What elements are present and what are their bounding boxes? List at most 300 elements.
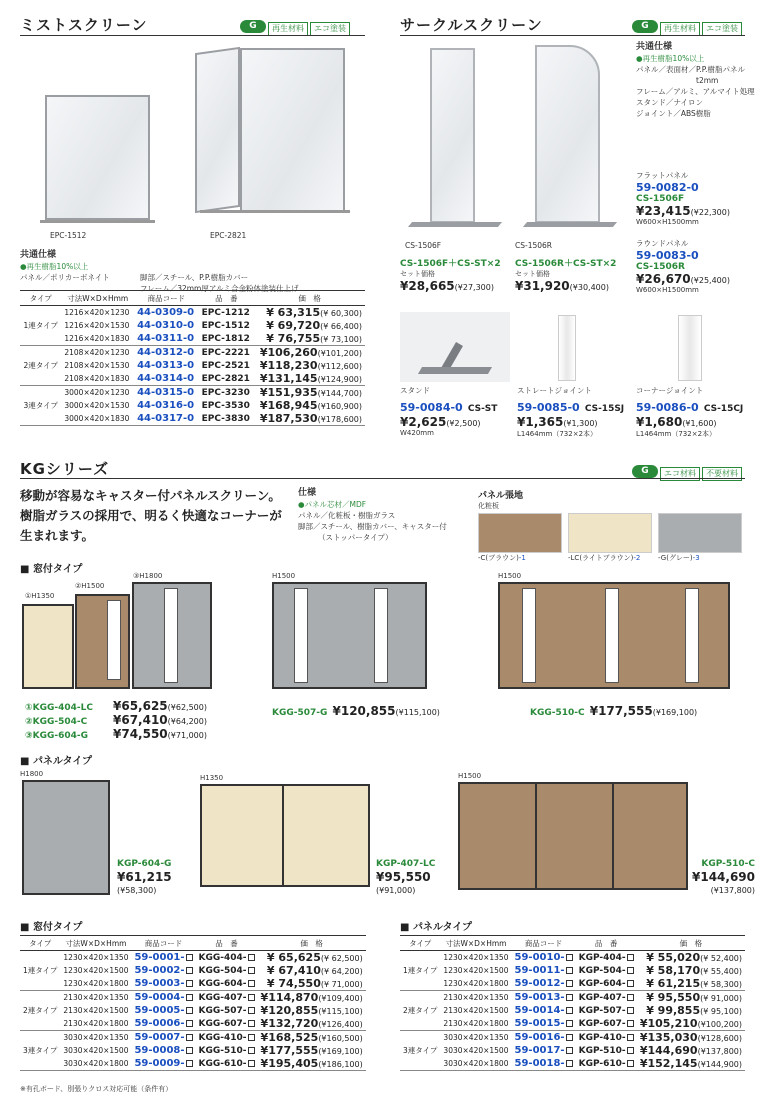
item-tax-price: (¥1,300) xyxy=(563,419,598,428)
code-cell-text: 59-0014- xyxy=(514,1005,565,1016)
code-cell-text: 44-0315-0 xyxy=(137,387,195,398)
price-cell xyxy=(254,306,365,320)
model: ①KGG-404-LC xyxy=(25,703,93,713)
item-model: CS-15SJ xyxy=(584,404,625,414)
color-code-box xyxy=(186,1060,193,1067)
height-label: H1500 xyxy=(458,772,482,780)
col-header: タイプ xyxy=(20,936,60,951)
window-type-heading: ■ 窓付タイプ xyxy=(20,564,83,575)
size-cell-text: 1230×420×1350 xyxy=(443,953,509,962)
item-tax-price: (¥2,500) xyxy=(446,419,481,428)
price: ¥120,855 xyxy=(332,704,396,718)
size-cell-text: 1230×420×1350 xyxy=(63,953,129,962)
round-panel-item xyxy=(636,238,756,294)
model: KGP-407-LC xyxy=(376,859,436,869)
item-model: CS-15CJ xyxy=(703,404,744,414)
size-cell-text: 2108×420×1830 xyxy=(64,374,130,383)
height-label: ①H1350 xyxy=(25,592,55,600)
col-header: 商品コード xyxy=(512,936,576,951)
set2 xyxy=(515,256,635,293)
code-cell xyxy=(134,399,199,412)
size-cell xyxy=(440,977,511,991)
code-cell xyxy=(512,1017,576,1031)
price: ¥144,690 xyxy=(639,1044,698,1057)
price: ¥131,145 xyxy=(259,372,318,385)
color-swatch xyxy=(658,513,742,563)
height-label: ②H1500 xyxy=(75,582,105,590)
window-type-title: 窓付タイプ xyxy=(32,564,83,575)
item-code: 59-0085-0 xyxy=(517,401,580,414)
circle-badges xyxy=(632,16,742,36)
model-cell-text: KGG-607- xyxy=(198,1018,247,1029)
color-code-box xyxy=(627,954,634,961)
code-cell-text: 59-0011- xyxy=(514,965,565,976)
color-code-box xyxy=(627,967,634,974)
color-title: パネル張地 xyxy=(478,491,524,501)
tax-price: (¥ 52,400) xyxy=(700,954,742,963)
model-cell xyxy=(196,991,258,1005)
size-cell-text: 3000×420×1530 xyxy=(64,401,130,410)
kg-colors xyxy=(478,488,748,563)
price-cell xyxy=(258,991,366,1005)
item-size: W420mm xyxy=(400,429,434,437)
color-code-box xyxy=(566,1047,573,1054)
swatch-name: -C(ブラウン) xyxy=(478,554,519,562)
size-cell-text: 3030×420×1350 xyxy=(63,1033,129,1042)
panel-price-table xyxy=(400,935,745,1071)
model-cell xyxy=(199,346,255,360)
color-code-box xyxy=(627,1047,634,1054)
model-cell-text: KGG-404- xyxy=(198,952,247,963)
model-cell xyxy=(576,1031,637,1045)
height-label: ③H1800 xyxy=(133,572,163,580)
table-row xyxy=(400,964,745,977)
item-code: 59-0086-0 xyxy=(636,401,699,414)
table-row xyxy=(400,1057,745,1071)
code-cell xyxy=(131,1004,195,1017)
flat-panel-item xyxy=(636,170,756,226)
price: ¥152,145 xyxy=(639,1057,698,1070)
color-code-box xyxy=(627,1034,634,1041)
code-cell-text: 59-0012- xyxy=(514,978,565,989)
swatch-code: -1 xyxy=(518,554,526,562)
swatch-chip xyxy=(568,513,652,553)
divider xyxy=(20,35,365,36)
color-code-box xyxy=(186,994,193,1001)
table-row xyxy=(20,332,365,346)
size-cell xyxy=(60,977,131,991)
price-cell xyxy=(258,1057,366,1071)
size-cell-text: 1230×420×1800 xyxy=(63,979,129,988)
kgp-407-image xyxy=(200,784,370,887)
swatch-chip xyxy=(658,513,742,553)
stand-base xyxy=(523,222,617,227)
model-cell-text: KGG-604- xyxy=(198,978,247,989)
size-cell xyxy=(440,1004,511,1017)
type-cell: 3連タイプ xyxy=(20,1031,60,1071)
color-code-box xyxy=(248,1047,255,1054)
size-cell xyxy=(61,399,134,412)
item-price: ¥23,415 xyxy=(636,204,691,218)
window-table-title: 窓付タイプ xyxy=(32,922,83,933)
size-cell-text: 3030×420×1500 xyxy=(443,1046,509,1055)
col-header: 商品コード xyxy=(131,936,195,951)
tax-price: (¥ 64,200) xyxy=(320,967,363,976)
table-row xyxy=(20,977,366,991)
size-cell-text: 2108×420×1530 xyxy=(64,361,130,370)
kg-title: KGシリーズ xyxy=(20,460,110,478)
tax-price: (¥160,500) xyxy=(318,1034,363,1043)
price: ¥151,935 xyxy=(259,386,318,399)
size-cell xyxy=(440,951,511,965)
code-cell xyxy=(134,359,199,372)
type-cell: 1連タイプ xyxy=(20,951,60,991)
price-cell xyxy=(637,991,745,1005)
table-row xyxy=(20,412,365,426)
code-cell xyxy=(131,1044,195,1057)
image-caption: EPC-2821 xyxy=(210,231,247,240)
model-cell-text: KGP-504- xyxy=(578,965,626,976)
table-row xyxy=(400,1044,745,1057)
col-header: 寸法W×D×Hmm xyxy=(60,936,131,951)
size-cell-text: 2130×420×1800 xyxy=(63,1019,129,1028)
spec-title: 共通仕様 xyxy=(20,250,57,260)
size-cell xyxy=(61,306,134,320)
item-price: ¥26,670 xyxy=(636,272,691,286)
size-cell xyxy=(60,964,131,977)
code-cell xyxy=(512,951,576,965)
code-cell xyxy=(131,977,195,991)
size-cell xyxy=(60,1004,131,1017)
item-size: L1464mm（732×2本） xyxy=(517,430,598,438)
tax-price: (¥137,800) xyxy=(710,886,756,895)
spec-recycle: ●再生樹脂10%以上 xyxy=(636,54,705,63)
color-code-box xyxy=(186,1034,193,1041)
kgg-507-item xyxy=(272,700,440,719)
tax-price: (¥ 66,400) xyxy=(320,322,362,331)
price-cell xyxy=(254,332,365,346)
model-cell-text: KGG-610- xyxy=(198,1058,247,1069)
code-cell-text: 44-0312-0 xyxy=(137,347,195,358)
kgg-510-item xyxy=(530,700,697,719)
size-cell-text: 1216×420×1230 xyxy=(64,308,130,317)
divider xyxy=(400,35,745,36)
badge: 再生材料 xyxy=(660,22,700,36)
swatch-label xyxy=(478,553,562,563)
model-cell-text: KGP-507- xyxy=(578,1005,626,1016)
image-caption: CS-1506R xyxy=(515,241,553,250)
code-cell xyxy=(131,1031,195,1045)
circle-title-block xyxy=(400,14,543,35)
color-code-box xyxy=(566,994,573,1001)
size-cell-text: 3030×420×1800 xyxy=(443,1059,509,1068)
tax-price: (¥137,800) xyxy=(697,1047,742,1056)
straight-joint-image xyxy=(520,315,620,383)
table-row xyxy=(20,1044,366,1057)
size-cell xyxy=(440,964,511,977)
tax-price: (¥115,100) xyxy=(318,1007,363,1016)
image-caption: EPC-1512 xyxy=(50,231,87,240)
item-size: L1464mm（732×2本） xyxy=(636,430,717,438)
type-cell: 3連タイプ xyxy=(400,1031,440,1071)
color-code-box xyxy=(186,980,193,987)
tax-price: (¥64,200) xyxy=(167,717,207,726)
price-cell xyxy=(637,1004,745,1017)
price: ¥ 58,170 xyxy=(646,964,701,977)
model-cell-text: KGP-407- xyxy=(578,992,626,1003)
height-label: H1350 xyxy=(200,774,224,782)
model-cell-text: KGP-410- xyxy=(578,1032,626,1043)
price: ¥132,720 xyxy=(260,1017,319,1030)
table-row xyxy=(20,951,366,965)
spec-recycle: ●再生樹脂10%以上 xyxy=(20,262,89,271)
model-cell-text: KGG-410- xyxy=(198,1032,247,1043)
tax-price: (¥169,100) xyxy=(652,708,698,717)
image-caption: CS-1506F xyxy=(405,241,442,250)
tax-price: (¥124,900) xyxy=(317,375,362,384)
size-cell-text: 2130×420×1350 xyxy=(63,993,129,1002)
col-header: タイプ xyxy=(400,936,440,951)
swatch-chip xyxy=(478,513,562,553)
model-cell xyxy=(196,1044,258,1057)
straight-joint-item xyxy=(517,385,637,439)
tax-price: (¥100,200) xyxy=(697,1020,742,1029)
model-cell-text: KGP-610- xyxy=(578,1058,626,1069)
model-cell-text: EPC-2821 xyxy=(201,373,250,384)
price: ¥114,870 xyxy=(260,991,319,1004)
code-cell-text: 59-0004- xyxy=(134,992,185,1003)
size-cell-text: 3030×420×1800 xyxy=(63,1059,129,1068)
size-cell xyxy=(61,372,134,386)
price-cell xyxy=(258,1044,366,1057)
col-header: タイプ xyxy=(20,291,61,306)
code-cell xyxy=(134,319,199,332)
size-cell xyxy=(60,1044,131,1057)
model-cell xyxy=(196,977,258,991)
intro-line: 移動が容易なキャスター付パネルスクリーン。 xyxy=(20,488,281,503)
tax-price: (¥ 71,000) xyxy=(320,980,363,989)
color-swatches xyxy=(478,513,748,563)
size-cell xyxy=(440,1057,511,1071)
color-code-box xyxy=(186,1020,193,1027)
tax-price: (¥112,600) xyxy=(317,362,362,371)
size-cell xyxy=(440,1044,511,1057)
tax-price: (¥71,000) xyxy=(167,731,207,740)
model-cell-text: KGG-510- xyxy=(198,1045,247,1056)
size-cell-text: 1230×420×1800 xyxy=(443,979,509,988)
corner-joint-image xyxy=(636,315,746,383)
color-code-box xyxy=(248,1060,255,1067)
table-row xyxy=(20,1057,366,1071)
model-cell xyxy=(196,1004,258,1017)
table-row xyxy=(20,372,365,386)
code-cell-text: 59-0017- xyxy=(514,1045,565,1056)
col-header: 品 番 xyxy=(196,936,258,951)
circle-specs xyxy=(636,42,756,119)
price-cell xyxy=(637,977,745,991)
price-cell xyxy=(258,1004,366,1017)
size-cell-text: 2130×420×1500 xyxy=(63,1006,129,1015)
model-cell xyxy=(196,1031,258,1045)
model: KGG-507-G xyxy=(272,708,328,718)
stand-base xyxy=(200,210,350,213)
price: ¥ 74,550 xyxy=(266,977,321,990)
g-logo-icon: G xyxy=(632,20,658,33)
item-model: CS-1506F xyxy=(636,194,685,204)
color-code-box xyxy=(566,967,573,974)
item-price: ¥1,365 xyxy=(517,415,564,429)
item-price: ¥1,680 xyxy=(636,415,683,429)
code-cell-text: 59-0001- xyxy=(134,952,185,963)
type-cell: 2連タイプ xyxy=(20,346,61,386)
price-cell xyxy=(637,1057,745,1071)
price: ¥135,030 xyxy=(639,1031,698,1044)
col-header: 寸法W×D×Hmm xyxy=(440,936,511,951)
model-cell-text: EPC-2221 xyxy=(201,347,250,358)
code-cell xyxy=(512,1057,576,1071)
circle-title: サークルスクリーン xyxy=(400,16,543,34)
price-cell xyxy=(254,412,365,426)
price-cell xyxy=(254,399,365,412)
price: ¥ 95,550 xyxy=(646,991,701,1004)
swatch-label xyxy=(658,553,742,563)
kgg-510-image xyxy=(498,582,730,689)
price-cell xyxy=(637,1017,745,1031)
table-row xyxy=(20,386,365,400)
price: ¥95,550 xyxy=(376,870,431,884)
type-cell: 1連タイプ xyxy=(20,306,61,346)
tax-price: (¥91,000) xyxy=(376,886,416,895)
kgg-small-list xyxy=(25,700,207,742)
model: KGP-604-G xyxy=(117,859,172,869)
code-cell-text: 59-0008- xyxy=(134,1045,185,1056)
spec-line: フレーム／32mm厚アルミ合金粉体塗装仕上げ xyxy=(140,284,299,293)
window-table-heading: ■ 窓付タイプ xyxy=(20,922,83,933)
color-code-box xyxy=(248,954,255,961)
size-cell xyxy=(60,991,131,1005)
col-header: 価 格 xyxy=(258,936,366,951)
set-label: セット価格 xyxy=(400,270,435,278)
model-cell xyxy=(199,399,255,412)
code-cell-text: 44-0316-0 xyxy=(137,400,195,411)
mist-title-block xyxy=(20,14,148,35)
table-row xyxy=(400,951,745,965)
table-row xyxy=(20,1004,366,1017)
kgg-404-image xyxy=(22,604,74,689)
model-cell xyxy=(576,991,637,1005)
model-cell xyxy=(199,359,255,372)
code-cell xyxy=(134,332,199,346)
price: ¥168,945 xyxy=(259,399,318,412)
spec-line: 脚部／スチール、樹脂カバー、キャスター付 xyxy=(298,522,447,531)
model-cell xyxy=(576,977,637,991)
price-cell xyxy=(258,1031,366,1045)
tax-price: (¥ 60,300) xyxy=(320,309,362,318)
price: ¥168,525 xyxy=(260,1031,319,1044)
col-header: 品 番 xyxy=(199,291,255,306)
table-row xyxy=(400,1004,745,1017)
code-cell-text: 44-0317-0 xyxy=(137,413,195,424)
tax-price: (¥101,200) xyxy=(317,349,362,358)
code-cell xyxy=(512,1044,576,1057)
model-cell xyxy=(196,1057,258,1071)
model-cell-text: EPC-3830 xyxy=(201,413,250,424)
price: ¥61,215 xyxy=(117,870,172,884)
kgp-407-item xyxy=(376,858,435,897)
item-tax-price: (¥25,400) xyxy=(690,276,730,285)
code-cell-text: 59-0006- xyxy=(134,1018,185,1029)
circle-flat-panel-image xyxy=(430,48,475,223)
spec-line: パネル／化粧板・樹脂ガラス xyxy=(298,511,396,520)
model-cell xyxy=(576,951,637,965)
window-price-table xyxy=(20,935,366,1071)
code-cell-text: 44-0311-0 xyxy=(137,333,195,344)
code-cell-text: 59-0015- xyxy=(514,1018,565,1029)
spec-title: 共通仕様 xyxy=(636,42,673,52)
color-code-box xyxy=(566,1020,573,1027)
type-cell: 3連タイプ xyxy=(20,386,61,426)
model-cell xyxy=(199,386,255,400)
tax-price: (¥ 73,100) xyxy=(320,335,362,344)
code-cell xyxy=(131,1057,195,1071)
price: ¥144,690 xyxy=(692,870,756,884)
spec-line: t2mm xyxy=(696,76,719,85)
color-code-box xyxy=(627,1020,634,1027)
item-tax-price: (¥22,300) xyxy=(690,208,730,217)
kg-title-block xyxy=(20,458,109,479)
height-label: H1800 xyxy=(20,770,44,778)
col-header: 商品コード xyxy=(134,291,199,306)
price-cell xyxy=(637,1044,745,1057)
set-model: CS-1506R＋CS-ST×2 xyxy=(515,259,617,269)
intro-line: 樹脂ガラスの採用で、明るく快適なコーナーが xyxy=(20,508,282,523)
price-cell xyxy=(637,964,745,977)
model-cell xyxy=(199,412,255,426)
color-swatch xyxy=(568,513,652,563)
item-label: ストレートジョイント xyxy=(517,386,592,395)
kgp-604-item xyxy=(117,858,172,897)
spec-line: フレーム／アルミ、アルマイト処理 xyxy=(636,87,755,96)
item-size: W600×H1500mm xyxy=(636,218,699,226)
color-code-box xyxy=(248,994,255,1001)
model-cell-text: KGG-504- xyxy=(198,965,247,976)
stand-base xyxy=(40,220,155,223)
circle-round-panel-image xyxy=(535,45,600,223)
item-label: スタンド xyxy=(400,386,430,395)
model-cell-text: EPC-3230 xyxy=(201,387,250,398)
code-cell xyxy=(512,1031,576,1045)
code-cell xyxy=(134,346,199,360)
type-cell: 1連タイプ xyxy=(400,951,440,991)
spec-line: 脚部／スチール、P.P.樹脂カバー xyxy=(140,273,249,282)
color-code-box xyxy=(186,954,193,961)
code-cell xyxy=(131,1017,195,1031)
model: ③KGG-604-G xyxy=(25,731,89,741)
color-code-box xyxy=(566,954,573,961)
panel-type-heading: ■ パネルタイプ xyxy=(20,756,93,767)
color-code-box xyxy=(186,1007,193,1014)
table-row xyxy=(400,977,745,991)
swatch-code: -2 xyxy=(633,554,641,562)
table-row xyxy=(400,991,745,1005)
model-cell xyxy=(199,306,255,320)
color-code-box xyxy=(627,994,634,1001)
spec-line: ジョイント／ABS樹脂 xyxy=(636,109,711,118)
color-code-box xyxy=(566,980,573,987)
price: ¥ 99,855 xyxy=(646,1004,701,1017)
size-cell xyxy=(61,386,134,400)
spec-line: パネル／ポリカーボネイト xyxy=(20,273,110,282)
